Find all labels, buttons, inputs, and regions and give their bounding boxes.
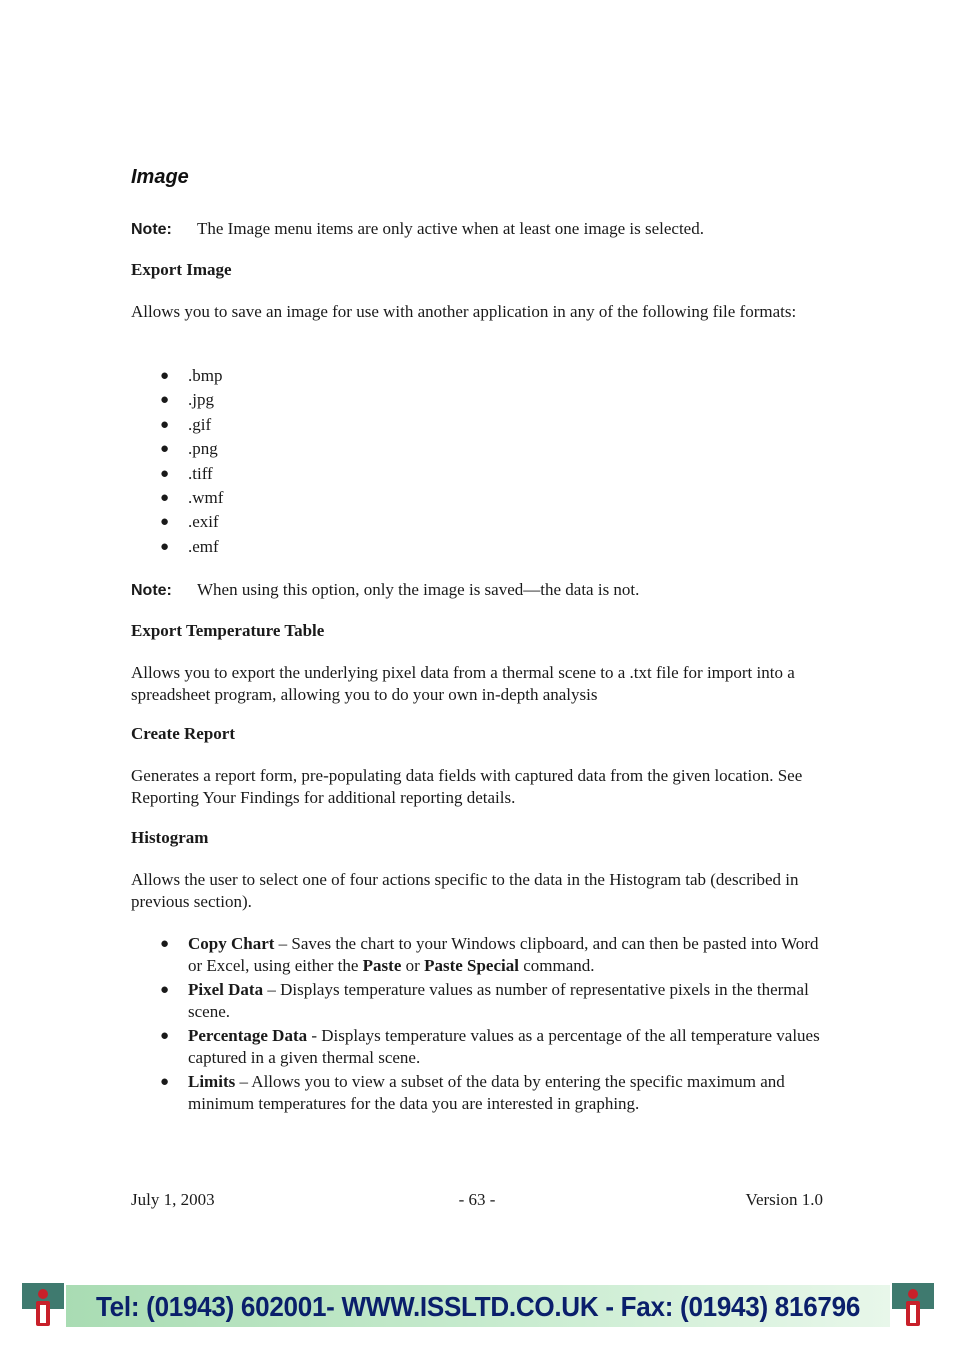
export-temperature-paragraph: Allows you to export the underlying pixel data from a thermal scene to a .txt file for import into a spreadsheet program, allowing you to do your own in-depth analysis (131, 663, 795, 704)
histogram-action-list (131, 933, 821, 1117)
bullet-icon: ● (160, 1074, 170, 1090)
bullet-icon: ● (160, 538, 170, 555)
create-report-heading: Create Report (131, 724, 236, 743)
bullet-icon: ● (160, 936, 170, 952)
list-item-limits: ● Limits – Allows you to view a subset of the data by entering the specific maximum and minimum temperatures for the data you are interested in graphing. (160, 1072, 785, 1113)
note-label: Note: (131, 221, 172, 238)
bullet-icon: ● (160, 982, 170, 998)
export-temperature-heading: Export Temperature Table (131, 621, 325, 640)
banner-contact-text: Tel: (01943) 602001- WWW.ISSLTD.CO.UK - Fax: (01943) 816796 (95, 1291, 861, 1322)
bullet-icon: ● (160, 514, 170, 531)
list-item: ● .exif (131, 510, 223, 534)
bullet-icon: ● (160, 1028, 170, 1044)
list-item: ● .gif (131, 413, 223, 437)
list-item: ● .png (131, 437, 223, 461)
histogram-paragraph: Allows the user to select one of four actions specific to the data in the Histogram tab (described in previous section). (131, 870, 799, 911)
list-item-pixel-data: ● Pixel Data – Displays temperature values as number of representative pixels in the thermal scene. (160, 980, 809, 1021)
section-title: Image (131, 166, 189, 188)
note-label: Note: (131, 582, 172, 599)
footer-page-number: - 63 - (458, 1190, 496, 1209)
create-report-paragraph: Generates a report form, pre-populating data fields with captured data from the given location. See Reporting Your Findings for additional reporting details. (131, 766, 803, 807)
note-text: When using this option, only the image is saved—the data is not. (197, 580, 640, 599)
export-image-paragraph: Allows you to save an image for use with another application in any of the following file formats: (131, 302, 797, 321)
bullet-icon: ● (160, 465, 170, 482)
info-i-icon (22, 1283, 64, 1329)
list-item: ● .emf (131, 535, 223, 559)
footer-version: Version 1.0 (745, 1190, 823, 1209)
list-item: ● .jpg (131, 388, 223, 412)
list-item-copy-chart: ● Copy Chart – Saves the chart to your Windows clipboard, and can then be pasted into Word or Excel, using either the Paste or Paste Special command. (160, 934, 819, 975)
bullet-icon: ● (160, 392, 170, 409)
list-item: ● .wmf (131, 486, 223, 510)
list-item-percentage-data: ● Percentage Data - Displays temperature values as a percentage of the all temperature values captured in a given thermal scene. (160, 1026, 820, 1067)
bullet-icon: ● (160, 441, 170, 458)
histogram-heading: Histogram (131, 828, 209, 847)
info-i-icon (892, 1283, 934, 1329)
bullet-icon: ● (160, 416, 170, 433)
footer-date: July 1, 2003 (131, 1190, 215, 1209)
list-item: ● .bmp (131, 364, 223, 388)
note-2 (131, 579, 639, 602)
export-image-heading: Export Image (131, 260, 232, 279)
contact-banner (22, 1283, 934, 1329)
note-text: The Image menu items are only active when at least one image is selected. (197, 219, 704, 238)
page-footer (131, 1190, 823, 1214)
list-item: ● .tiff (131, 462, 223, 486)
note-1 (131, 218, 704, 241)
format-list (131, 364, 223, 559)
bullet-icon: ● (160, 368, 170, 384)
banner-bar (66, 1285, 890, 1327)
bullet-icon: ● (160, 490, 170, 507)
